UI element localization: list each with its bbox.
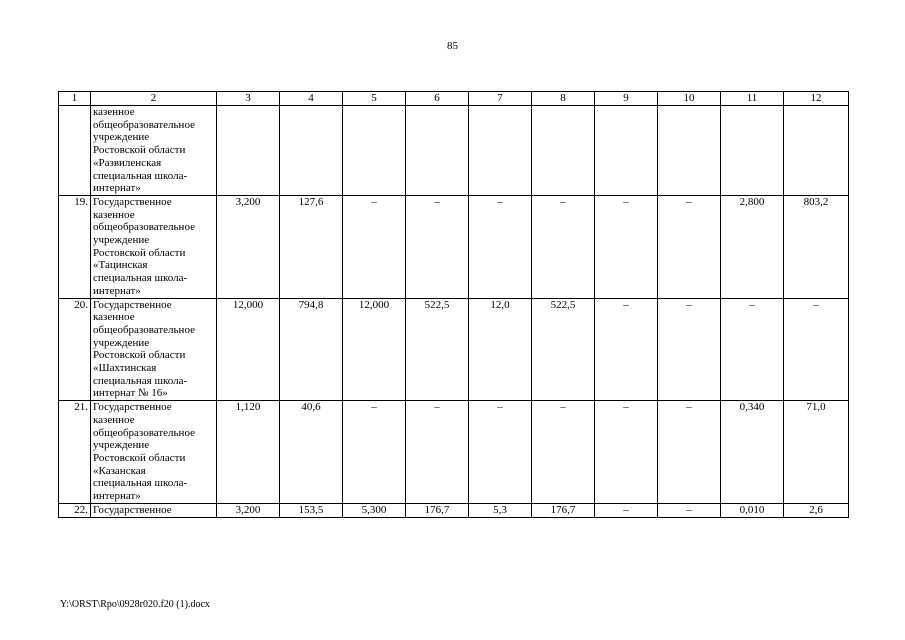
file-path-footer: Y:\ORST\Rpo\0928r020.f20 (1).docx [60,599,210,610]
table-cell: 3,200 [217,195,280,298]
table-row [59,298,849,401]
column-header: 1 [59,92,91,106]
institution-name: Государственное [91,503,217,517]
column-header: 10 [658,92,721,106]
table-cell [784,106,849,196]
table-cell [280,106,343,196]
row-number: 22. [59,503,91,517]
column-header: 3 [217,92,280,106]
table-cell: – [343,195,406,298]
column-header: 9 [595,92,658,106]
column-header: 6 [406,92,469,106]
table-cell: – [406,401,469,504]
table-cell: – [784,298,849,401]
table-cell: – [658,298,721,401]
page-number: 85 [447,40,458,52]
table-cell: 176,7 [532,503,595,517]
table-cell: – [595,401,658,504]
column-header: 11 [721,92,784,106]
table-cell: – [469,401,532,504]
table-cell: 153,5 [280,503,343,517]
column-header: 2 [91,92,217,106]
table-cell: – [658,503,721,517]
table-cell: – [595,298,658,401]
table-cell: 176,7 [406,503,469,517]
row-number: 19. [59,195,91,298]
institution-name: Государственное казенное общеобразовательное учреждение Ростовской области «Казанская специальная школа- интернат» [91,401,217,504]
table-row [59,195,849,298]
table-cell [217,106,280,196]
table-cell: 794,8 [280,298,343,401]
table-cell: – [343,401,406,504]
table-cell: – [469,195,532,298]
table-row [59,503,849,517]
table-cell: 3,200 [217,503,280,517]
table-cell: 5,3 [469,503,532,517]
table-cell: 2,800 [721,195,784,298]
institution-name: казенное общеобразовательное учреждение Ростовской области «Развиленская специальная школа- интернат» [91,106,217,196]
table-cell: – [658,401,721,504]
table-cell [658,106,721,196]
table-cell: – [721,298,784,401]
table-cell [721,106,784,196]
institution-name: Государственное казенное общеобразовательное учреждение Ростовской области «Шахтинская специальная школа- интернат № 16» [91,298,217,401]
table-cell: – [658,195,721,298]
institution-name: Государственное казенное общеобразовательное учреждение Ростовской области «Тацинская специальная школа- интернат» [91,195,217,298]
row-number [59,106,91,196]
table-cell: 522,5 [532,298,595,401]
row-number: 20. [59,298,91,401]
table-row [59,401,849,504]
table-cell: 12,0 [469,298,532,401]
table-cell: 12,000 [217,298,280,401]
table-cell: – [595,503,658,517]
table-cell: – [532,195,595,298]
table-cell: 0,340 [721,401,784,504]
row-number: 21. [59,401,91,504]
table-cell [406,106,469,196]
column-header: 4 [280,92,343,106]
table-cell [532,106,595,196]
table-cell [595,106,658,196]
table-cell: 0,010 [721,503,784,517]
column-header: 5 [343,92,406,106]
table-cell: 522,5 [406,298,469,401]
table-cell [343,106,406,196]
table-cell: – [532,401,595,504]
table-cell: – [406,195,469,298]
column-header: 8 [532,92,595,106]
table-cell: 803,2 [784,195,849,298]
header-row [59,92,849,106]
table-cell: – [595,195,658,298]
data-table [58,91,849,518]
table-cell: 5,300 [343,503,406,517]
table-cell: 40,6 [280,401,343,504]
table-cell: 1,120 [217,401,280,504]
column-header: 12 [784,92,849,106]
table-cell [469,106,532,196]
table-cell: 2,6 [784,503,849,517]
table-cell: 127,6 [280,195,343,298]
table-cell: 71,0 [784,401,849,504]
table-cell: 12,000 [343,298,406,401]
column-header: 7 [469,92,532,106]
table-row [59,106,849,196]
